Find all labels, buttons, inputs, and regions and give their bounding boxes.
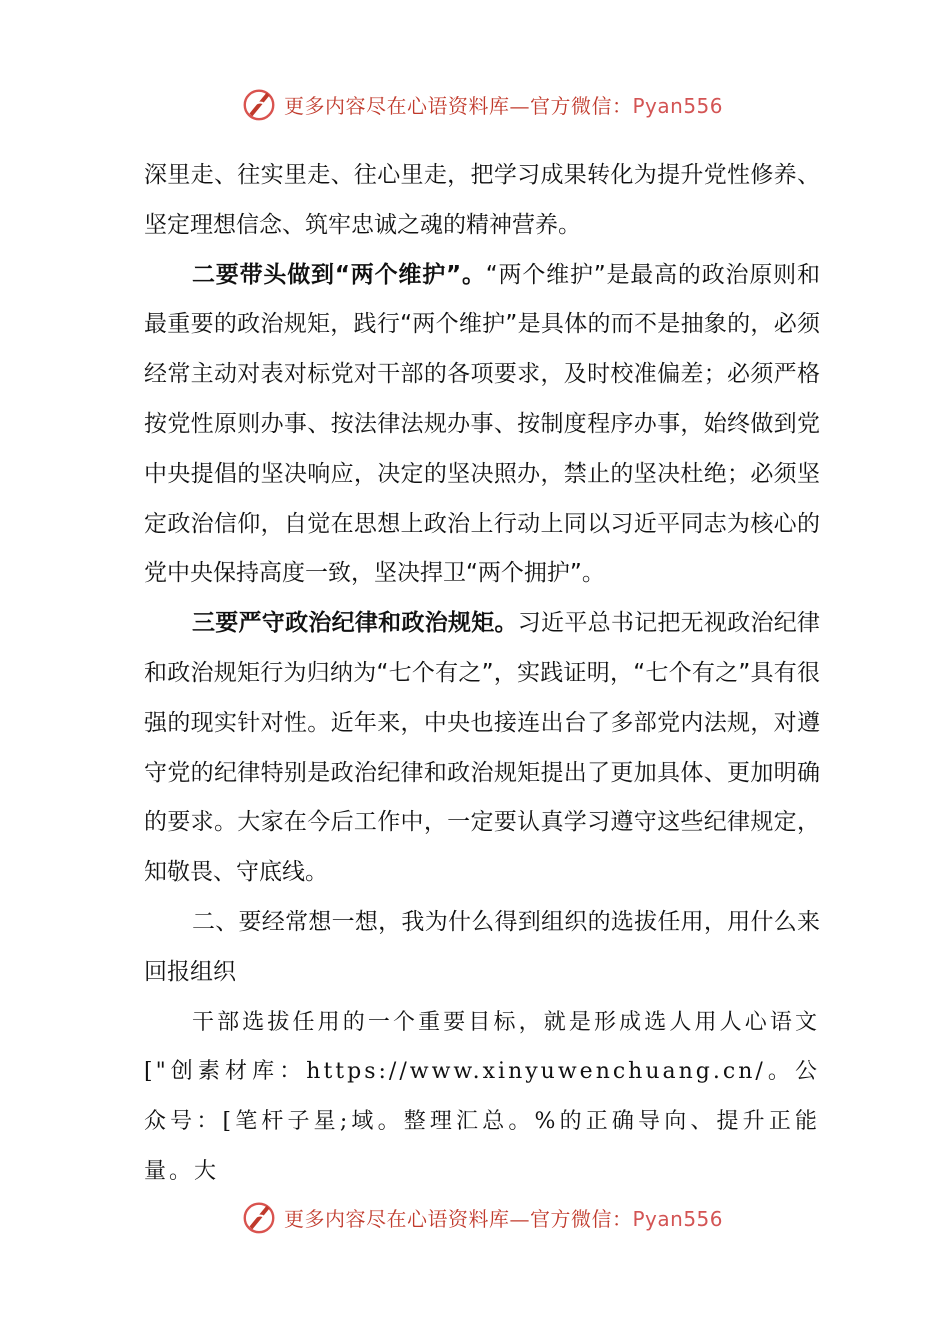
section-heading: 二要带头做到“两个维护”。 [192,261,486,288]
section-title-selection: 二、要经常想一想，我为什么得到组织的选拔任用，用什么来回报组织 [144,908,820,985]
banner-text: 更多内容尽在心语资料库—官方微信：Pyan556 [284,93,724,118]
wechat-id: Pyan556 [632,93,724,118]
paragraph-selection: 干部选拔任用的一个重要目标，就是形成选人用人心语文["创素材库：https://www.xinyuwenchuang.cn/。公众号：[笔杆子星;域。整理汇总。%的正确导向、提升正能量。大 [144,1009,820,1184]
section-heading: 三要严守政治纪律和政治规矩。 [192,610,518,637]
header-banner [240,84,723,124]
pen-logo-icon [240,1202,278,1236]
paragraph-text: “两个维护”是最高的政治原则和最重要的政治规矩，践行“两个维护”是具体的而不是抽象的，必须经常主动对表对标党对干部的各项要求，及时校准偏差；必须严格按党性原则办事、按法律法规办事、按制度程序办事，始终做到党中央提倡的坚决响应，决定的坚决照办，禁止的坚决杜绝；必须坚定政治信仰，自觉在思想上政治上行动上同以习近平同志为核心的党中央保持高度一致，坚决捍卫“两个拥护”。 [144,261,820,587]
paragraph-intro: 深里走、往实里走、往心里走，把学习成果转化为提升党性修养、坚定理想信念、筑牢忠诚之魂的精神营养。 [144,162,820,238]
pen-logo-icon [240,85,278,123]
paragraph-text: 习近平总书记把无视政治纪律和政治规矩行为归纳为“七个有之”，实践证明，“七个有之”具有很强的现实针对性。近年来，中央也接连出台了多部党内法规，对遵守党的纪律特别是政治纪律和政治规矩提出了更加具体、更加明确的要求。大家在今后工作中，一定要认真学习遵守这些纪律规定，知敬畏、守底线。 [144,610,821,886]
banner-text: 更多内容尽在心语资料库—官方微信：Pyan556 [284,1206,724,1231]
footer-banner [240,1202,723,1242]
document-body [144,151,820,1197]
paragraph-political-discipline [144,599,820,898]
paragraph-two-safeguards [144,251,820,600]
wechat-id: Pyan556 [632,1206,724,1231]
